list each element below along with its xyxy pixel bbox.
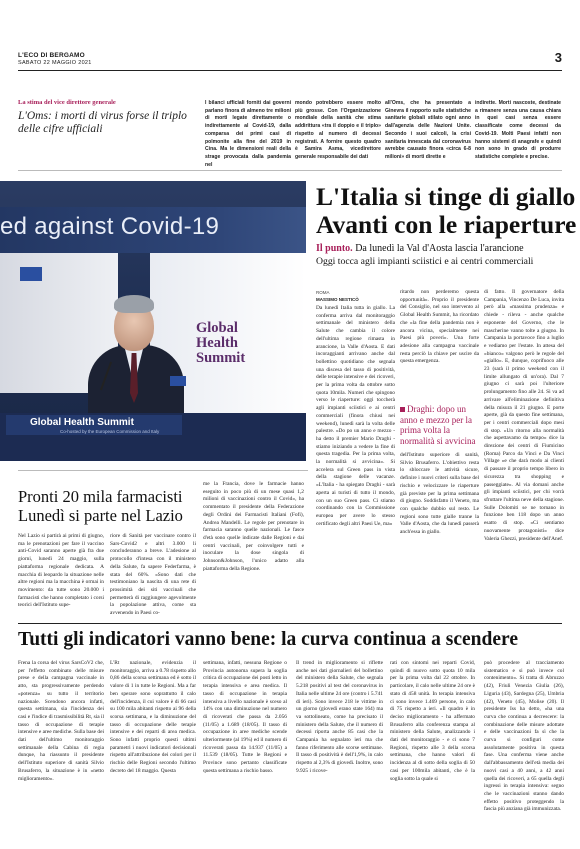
section-rule xyxy=(18,470,308,471)
top-story-column: indirette. Morti nascoste, destinate a rimanere senza una causa chiara in quei casi senza essere classificate come decessi da Covid-19. Molti Paesi infatti non hanno sistemi di anagrafe e quindi non sono in grado di produrre statistiche complete e precise. xyxy=(475,100,561,160)
pull-quote xyxy=(400,404,479,446)
summit-backdrop-title xyxy=(196,321,245,366)
masthead xyxy=(18,52,562,68)
lead-article-column: dell'Istituto superiore di sanità, Silvio Brusaferro. L'obiettivo resta lo sbloccare le attività sicure, definire i nuovi criteri sulla base del rischio e velocizzare le riaperture già previste per la prima settimana di giugno. Soddisfatto il Veneto, ma con qualche dubbio sul resto. Le regioni sono tutte gialle tranne la Valle d'Aosta, che da lunedì passerà anch'essa in giallo. xyxy=(400,452,479,536)
speaker-hair xyxy=(114,295,154,313)
podium-flag-icon xyxy=(170,376,186,386)
dateline: ROMA xyxy=(316,290,330,295)
pharmacists-article-column: me la Francia, dove le farmacie hanno eseguito in poco più di un mese quasi 1,2 milioni di vaccinazioni contro il Covid», ha commentato il presidente della Federazione degli Ordini dei Farmacisti Italiani (Fofi), Andrea Mandelli. Le regole per prenotare in farmacia saranno quelle nazionali. Le fasce d'età sono quelle indicate dalle Regioni e dai centri vaccinali, per coinvolgere tutti e inoculare la dose singola di Johnson&Johnson, l'unico adatto alla piattaforma della Regione. xyxy=(203,481,304,572)
indicators-headline: Tutti gli indicatori vanno bene: la curva continua a scendere xyxy=(18,629,518,650)
top-rule xyxy=(18,70,562,71)
summit-photo xyxy=(0,181,306,461)
indicators-article-column: rati con sintomi nei reparti Covid, quindi di nuovo sotto quota 10 mila per la prima volta dal 22 ottobre. In particolare, il calo nelle ultime 24 ore è stato di 458 unità. In terapia intensiva ci sono invece 1.469 persone, in calo di 75 rispetto a ieri. «Il quadro è in deciso miglioramento - ha affermato Brusaferro alla conferenza stampa al ministero della Salute, analizzando i dati del monitoraggio - e ci sono 7 Regioni, rispetto alle 3 della scorsa settimana, che hanno valori di incidenza al di sotto della soglia di 50 casi per 100mila abitanti, che è la soglia sotto la quale si xyxy=(390,660,475,782)
photo-banner-text: ed against Covid-19 xyxy=(0,213,220,240)
lead-kicker-text: Da lunedì la Val d'Aosta lascia l'arancione xyxy=(355,243,524,254)
top-story-title: L'Oms: i morti di virus forse il triplo delle cifre ufficiali xyxy=(18,110,187,135)
pharmacists-article-column: Nel Lazio si partirà ai primi di giugno, ma le prenotazioni per fare il vaccino anti-Covid saranno aperte già fra due giorni, lunedì 24 maggio, sulla piattaforma regionale dedicata. A macchia di leopardo la situazione nelle altre regioni ma la macchina è ormai in movimento: da tutte sono 20.000 i farmacisti che hanno completato i corsi teorici dell'Istituto supe- xyxy=(18,533,104,609)
summit-word: Health xyxy=(196,335,238,351)
page-number: 3 xyxy=(554,50,562,65)
lead-headline-line: Avanti con le riaperture xyxy=(316,210,577,239)
indicators-article-column: settimana, infatti, nessuna Regione o Provincia autonoma supera la soglia critica di occupazione dei posti letto in terapia intensiva e area medica. Il tasso di occupazione in terapia intensiva a livello nazionale è sceso al 14% con una diminuzione nel numero di ricoverati che passa da 2.056 (11/05) a 1.689 (18/05). Il tasso di occupazione in aree mediche scende ulteriormente (al 19%) ed il numero di ricoverati passa da 14.937 (11/05) a 11.539 (18/05). Tutte le Regioni e Province sono pertanto classificate questa settimana a rischio basso. xyxy=(203,660,287,774)
indicators-article-column: può procedere al tracciamento sistematico e si può invece col contenimento». Si tratta di Abruzzo (42), Friuli Venezia Giulia (26), Liguria (43), Sardegna (25), Umbria (42), Veneto (45), Molise (20). Il presidente Iss ha detto, «ha una curva che continua a decrescere: la combinazione delle misure adottate e delle vaccinazioni fa sì che la curva si configuri come assolutamente positiva in questa fase. Una conferma viene anche dall'abbassamento dell'età media dei nuovi casi a 40 anni, a 42 anni quella dei ricoveri, a 65 quella degli ingressi in terapia intensiva: segno che le vaccinazioni stanno dando effetto positivo proteggendo la fascia più anziana già immunizzata. xyxy=(484,660,564,813)
lead-headline-line: L'Italia si tinge di giallo xyxy=(316,182,576,211)
lead-article-column: Da lunedì Italia tutta in giallo. La conferma arriva dal monitoraggio settimanale del ministero della Salute che cambia il colore dell'ultima regione rimasta in arancione, la Valle d'Aosta. E dati incoraggianti arrivano anche dal bollettino quotidiano che segnala una discesa del tasso di positività, delle terapie intensive e dei ricoveri, per la prima volta da ottobre sotto quota 10mila. Numeri che spingono verso le riaperture: oggi toccherà agli impianti sciistici e ai centri commerciali (finora chiusi nei weekend), lunedì sarà la volta delle palestre. «Do po un anno e mezzo - ha detto il premier Mario Draghi - stiamo iniziando a vedere la fine di questa tragedia. Per la prima volta, la normalità si avvicina». Si accelera sul Green pass in vista della stagione delle vacanze. «L'Italia - ha spiegato Draghi - sarà aperta ai turisti di tutto il mondo, con un suo Green pass. Ci stiamo coordinando con la Commissione europea per avere lo stesso certificato degli altri Paesi Ue, ma» xyxy=(316,305,395,527)
summit-word: Global xyxy=(196,320,238,336)
lead-headline xyxy=(316,183,576,239)
top-story-column: all'Oms, che ha presentato a Ginevra il rapporto sulle statistiche sanitarie globali stilato ogni anno dall'agenzia delle Nazioni Unite. Secondo i suoi calcoli, la crisi sanitaria innescata dal coronavirus avrebbe causato finora «circa 6-8 milioni» di morti dirette e xyxy=(385,100,471,160)
issue-date: SABATO 22 MAGGIO 2021 xyxy=(18,60,92,66)
section-rule xyxy=(18,170,562,171)
top-story-kicker: La stima del vice direttore generale xyxy=(18,99,116,106)
pharmacists-headline xyxy=(18,487,183,525)
eu-flag-icon xyxy=(20,267,42,281)
summit-word: Summit xyxy=(196,350,246,366)
newspaper-name: L'ECO DI BERGAMO xyxy=(18,52,85,59)
byline: MASSIMO NESTICÒ xyxy=(316,297,359,302)
pharmacists-article-column: riore di Sanità per vaccinare contro il Sars-Covid2 e altri 3.000 li concluderanno a breve. L'adesione al protocollo d'intesa con il ministero della Salute, fa sapere Federfarma, è stata del 60%. «Sono dati che testimoniano la nascita di una rete di prossimità dei siti vaccinali che permetterà di raggiungere agevolmente la popolazione attiva, come sta avvenendo in Paesi co- xyxy=(110,533,196,617)
pharmacists-headline-line: Pronti 20 mila farmacisti xyxy=(18,487,183,506)
quote-square-icon xyxy=(400,407,405,412)
lead-kicker-tag: Il punto. xyxy=(316,243,353,254)
podium-text: Global Health Summit xyxy=(30,417,134,428)
indicators-article-column: L'Rt nazionale, evidenzia il monitoraggio, arriva a 0.78 rispetto allo 0,86 della scorsa settimana ed è sotto il valore di 1 in tutte le Regioni. Ma a far ben sperare sono soprattutto il calo dell'incidenza, il cui valore è di 66 casi su 100 mila abitanti rispetto ai 96 della scorsa settimana, e la diminuzione del tasso di occupazione delle terapie intensive e dei reparti di area medica. Sono infatti proprio questi ultimi parametri i nuovi indicatori decisionali rispetto all'attribuzione dei colori per il rischio delle Regioni secondo l'ultimo decreto del 18 maggio. Questa xyxy=(110,660,196,774)
pull-quote-text: Draghi: dopo un anno e mezzo per la prima volta la normalità si avvicina xyxy=(400,404,476,446)
lead-kicker xyxy=(316,243,524,255)
top-story-column: I bilanci ufficiali forniti dai governi parlano finora di almeno tre milioni di morti legate direttamente o indirettamente al Covid-19, dalla comparsa dei primi casi di polmonite alla fine del 2019 in Cina. Ma le dimensioni reali della strage provocata dalla pandemia nel xyxy=(205,100,291,168)
lead-article-column: ritardo non perderemo questa opportunità». Proprio il presidente del Consiglio, nel suo intervento al Global Health Summit, ha ricordato che «la fine della pandemia non è ancora vicina, specialmente nei Paesi più poveri». Una forte adesione alla campagna vaccinale resta perciò la chiave per uscire da questa emergenza. xyxy=(400,289,479,365)
lead-article-column: di fatto. Il governatore della Campania, Vincenzo De Luca, invita però alla «massima prudenza» e chiede - rileva - anche qualche esponente del Governo, che le mascherine vanno tolte a giugno. In Campania la portavoce fino a luglio e vediamo per l'estate. In attesa del «bianco» valgono però le regole del «giallo». E, dunque, coprifuoco alle 23 (sarà il primo weekend con il limite allungato di un'ora). Dal 7 giugno ci sarà poi l'ulteriore prolungamento fino alle 24. Si va ad arrivare all'eliminazione definitiva della misura il 21 giugno. E porte aperte, già da questo fine settimana, per i centri commerciali dopo mesi di stop. «Un ritorno alla normalità che aspettavamo da tempo» dice la direzione dei centri di Fiumicino (Roma) Parco da Vinci e Da Vinci Village «e che darà modo ai clienti di passare il proprio tempo libero in sicurezza tra shopping e passeggiate». Al via domani anche gli impianti sciistici, per chi vorrà sfruttare l'ultima neve della stagione. Sulle Dolomiti se ne tornano in funzione ben 118 dopo un anno esatto di stop. «Ci sentiamo nuovamente protagonisti» dice Valeria Ghezzi, presidente dell'Anef. xyxy=(484,289,564,542)
podium-subtext: Co-hosted by the European Commission and Italy xyxy=(60,429,160,434)
section-rule xyxy=(18,623,562,624)
top-story-column: mondo potrebbero essere molto più grosse. Con l'Organizzazione mondiale della sanità che stima addirittura «tra il doppio e il triplo» rispetto al numero di decessi registrati. A fornire questo quadro è Samira Asma, vicedirettore generale responsabile dei dati xyxy=(295,100,381,160)
lead-subtitle: Oggi tocca agli impianti sciistici e ai centri commerciali xyxy=(316,256,534,267)
pharmacists-headline-line: Lunedì si parte nel Lazio xyxy=(18,506,183,525)
indicators-article-column: Frena la corsa del virus SarsCoV2 che, per l'effetto combinato delle misure prese e della campagna vaccinale in atto, sta progressivamente perdendo «potenza» su tutto il territorio nazionale. Scendono ancora infatti, questa settimana, sia l'incidenza dei casi e l'indice di trasmissibilità Rt, sia il tasso di occupazione di terapie intensive e aree mediche. Sulla base dei dati dell'ultimo monitoraggio settimanale della Cabina di regia dunque, ha riassunto il presidente dell'Istituto superiore di sanità Silvio Brusaferro, la situazione è in «netto miglioramento». xyxy=(18,660,104,782)
indicators-article-column: Il trend in miglioramento si riflette anche nei dati giornalieri del bollettino del ministero della Salute, che segnala 5.218 positivi al test del coronavirus in Italia nelle ultime 24 ore (contro i 5.741 di ieri). Sono invece 218 le vittime in un giorno (giovedì erano state 164) ma va sottolineato, come ha precisato il ministero della Salute, che il numero di decessi riporta anche 85 casi che la Campania ha segnalato ieri ma che fanno riferimento alle scorse settimane. Il tasso di positività è dell'1,9%, in calo rispetto al 2,3% di giovedì. Inoltre, sono 9.925 i ricove- xyxy=(296,660,383,774)
